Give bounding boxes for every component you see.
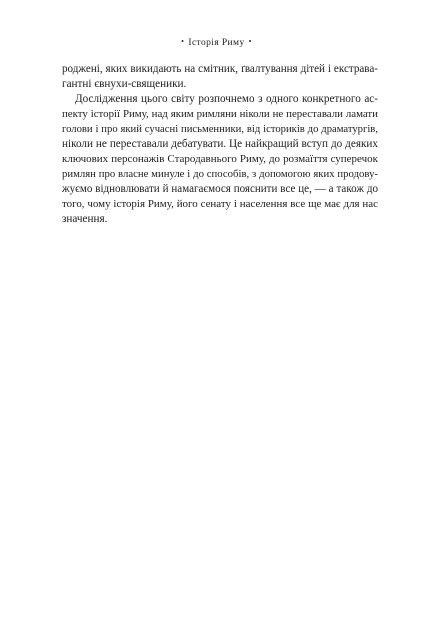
text-line: Дослідження цього світу розпочнемо з одного конкретного ас- — [75, 93, 378, 105]
text-line: роджені, яких викидають на смітник, ґвалтування дітей і екстрава- — [62, 63, 378, 75]
header-title: Історія Риму — [188, 38, 245, 48]
text-line: римлян про власне минуле і до способів, з допомогою яких продову- — [62, 168, 378, 180]
running-header — [0, 36, 433, 49]
paragraph-continuation — [62, 62, 378, 92]
text-line: гантні євнухи-священики. — [62, 78, 187, 90]
text-line: того, чому історія Риму, його сенату і населення все ще має для нас — [62, 198, 378, 210]
header-bullet-left: • — [181, 37, 185, 46]
text-line: ключових персонажів Стародавнього Риму, до розмаїття суперечок — [62, 153, 378, 165]
text-line: ніколи не переставали дебатувати. Це найкращий вступ до деяких — [62, 138, 378, 150]
paragraph — [62, 92, 378, 227]
header-bullet-right: • — [248, 37, 252, 46]
body-text — [62, 62, 378, 227]
text-line: значення. — [62, 213, 108, 225]
text-line: жуємо відновлювати й намагаємося пояснити все це, — а також до — [62, 183, 378, 195]
text-line: голови і про який сучасні письменники, від істориків до драматургів, — [62, 124, 378, 135]
text-line: пекту історії Риму, над яким римляни ніколи не переставали ламати — [62, 108, 378, 120]
